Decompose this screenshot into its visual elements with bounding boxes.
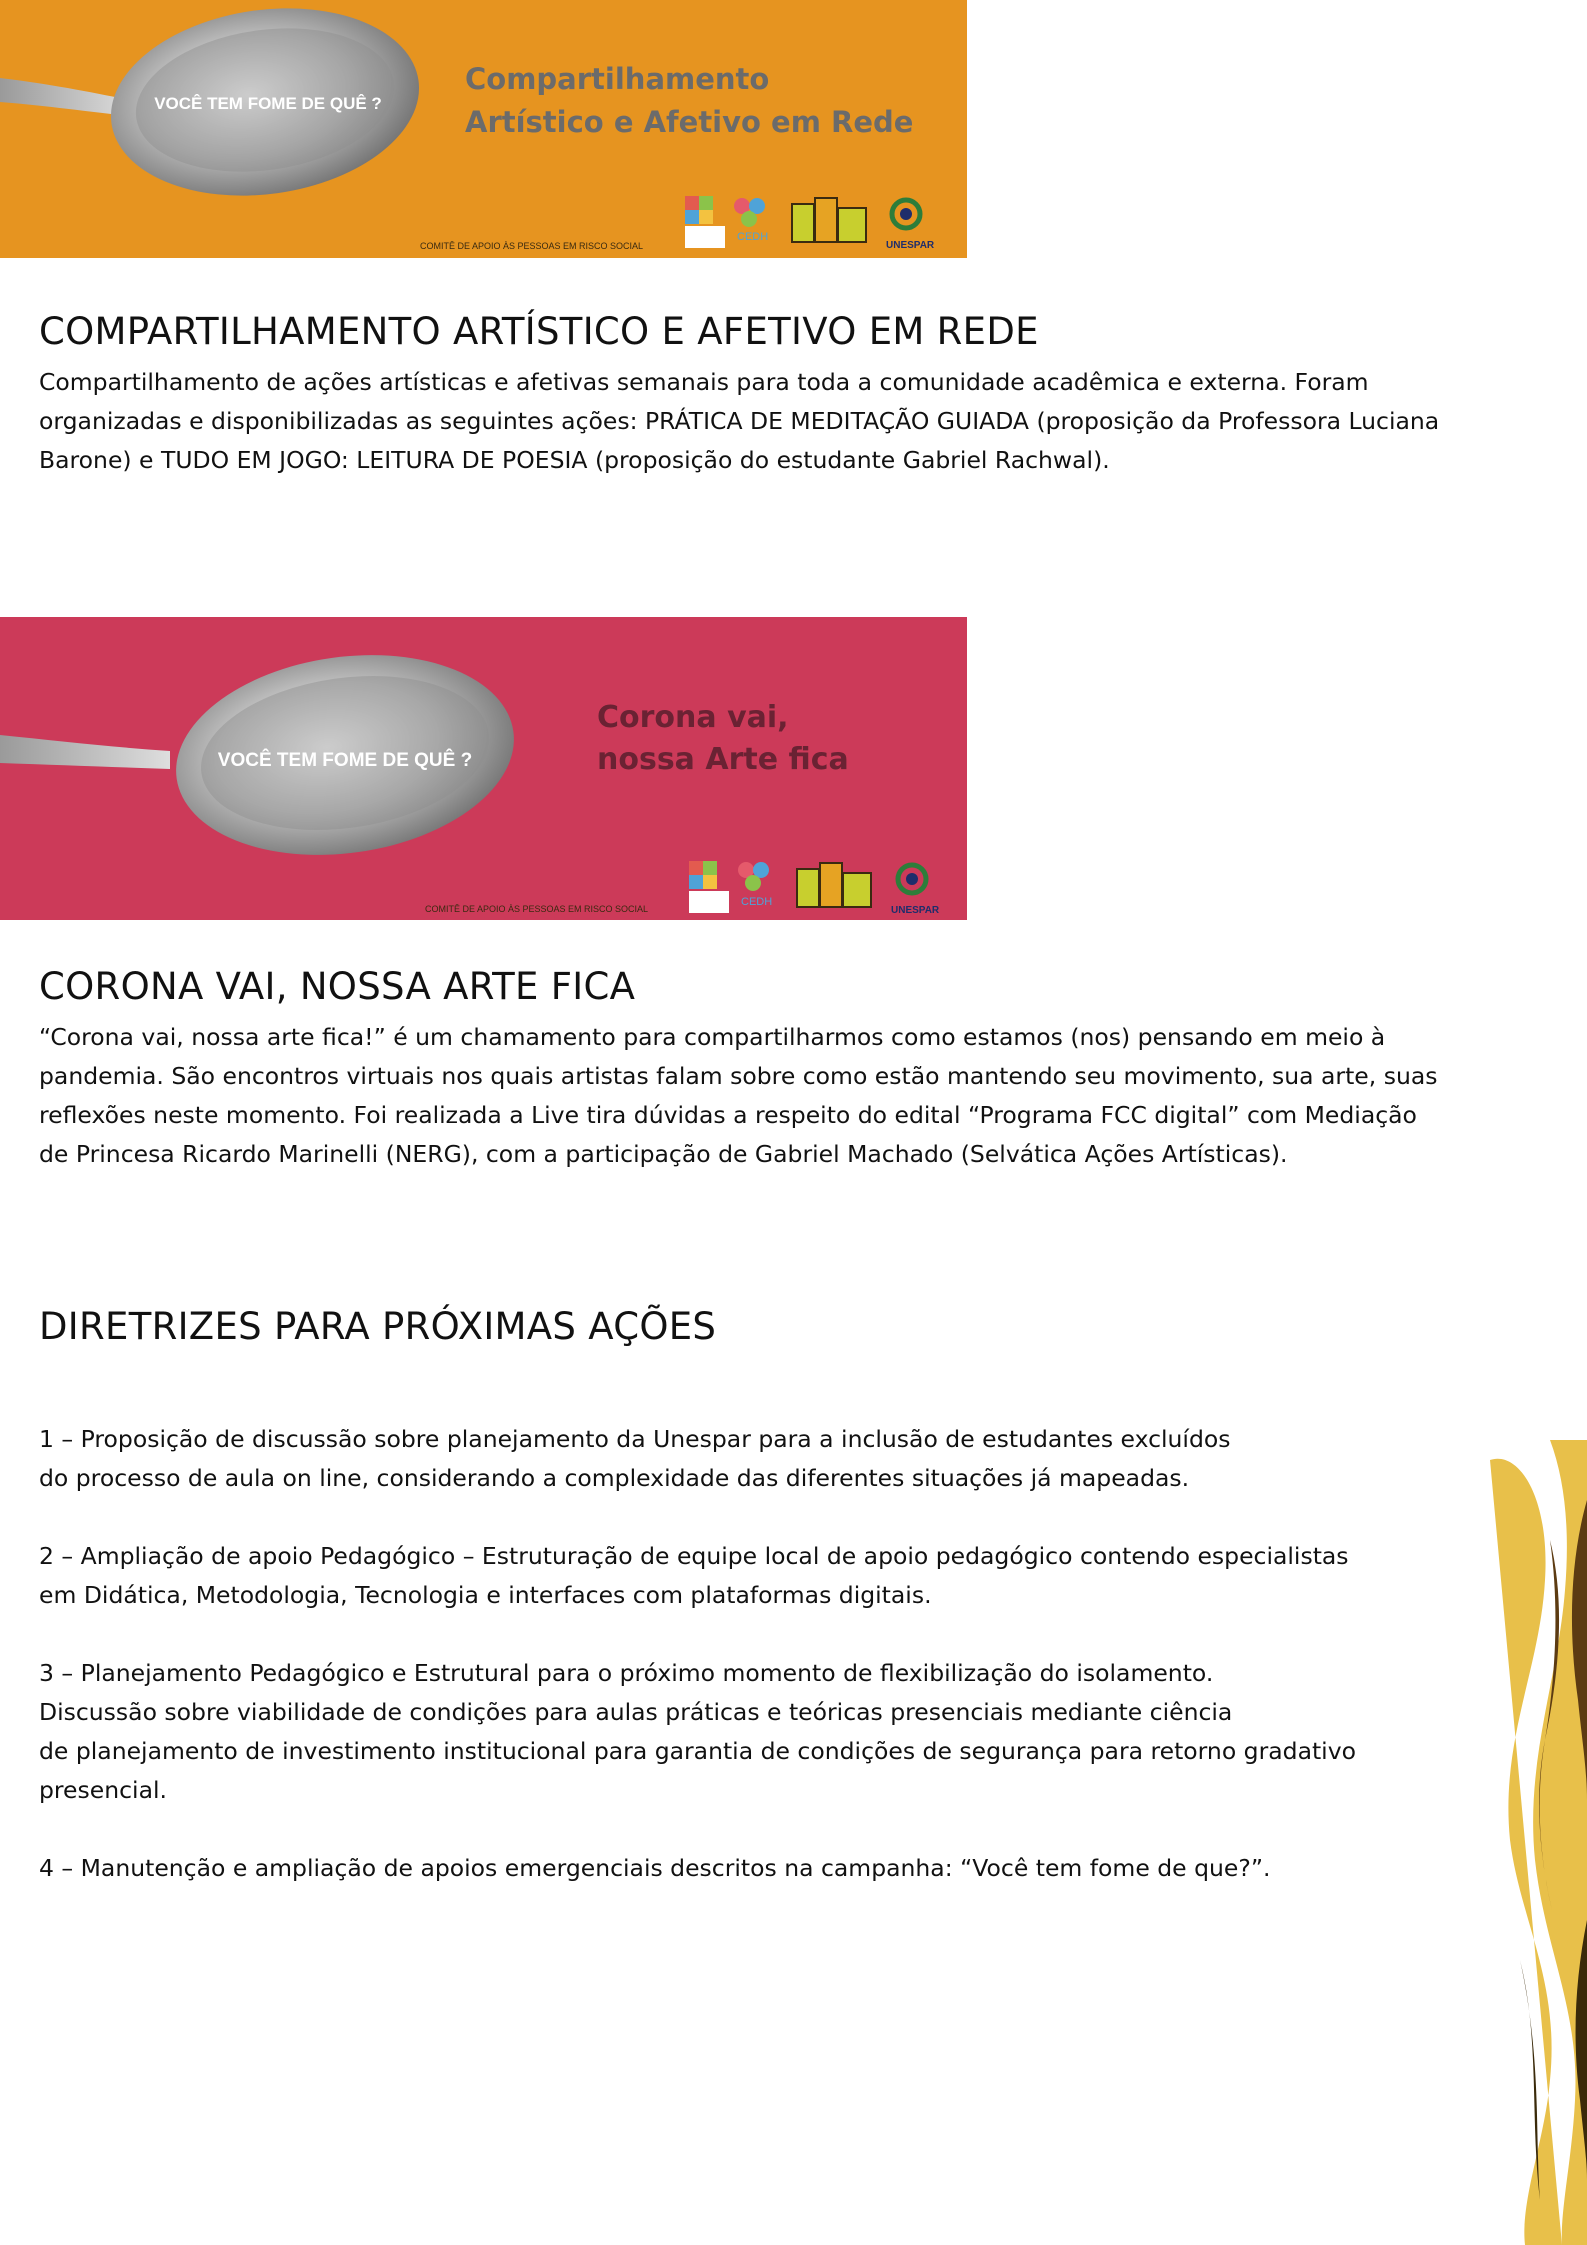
unespar-logo — [886, 200, 935, 251]
section-body-corona — [39, 1018, 1509, 1174]
directive-item-4 — [39, 1849, 1509, 1888]
svg-text:CEDH: CEDH — [737, 231, 769, 243]
svg-text:UNESPAR: UNESPAR — [886, 240, 935, 251]
svg-text:UNESPAR: UNESPAR — [891, 905, 940, 916]
directive-line: do processo de aula on line, considerando a complexidade das diferentes situações já mapeadas. — [39, 1464, 1190, 1492]
directive-line: presencial. — [39, 1776, 167, 1804]
banner-title-line2: nossa Arte fica — [597, 742, 849, 777]
partner-logos — [689, 861, 940, 916]
cedh-logo — [738, 862, 772, 908]
spoon-slogan: VOCÊ TEM FOME DE QUÊ ? — [217, 750, 473, 771]
svg-text:CEDH: CEDH — [741, 896, 773, 908]
banner-title-line2: Artístico e Afetivo em Rede — [465, 105, 914, 139]
cedh-logo — [734, 198, 768, 243]
directive-item-3 — [39, 1654, 1509, 1810]
directive-item-1 — [39, 1420, 1509, 1498]
body-line: Barone) e TUDO EM JOGO: LEITURA DE POESIA (proposição do estudante Gabriel Rachwal). — [39, 446, 1110, 474]
banner-title-line1: Corona vai, — [597, 700, 789, 735]
body-line: Compartilhamento de ações artísticas e afetivas semanais para toda a comunidade acadêmica e externa. Foram — [39, 368, 1369, 396]
banner-compartilhamento — [0, 0, 967, 258]
spoon-image — [0, 0, 431, 215]
assuntos-estudantis-logo — [689, 861, 729, 913]
unespar-logo — [891, 865, 940, 916]
section-body-compartilhamento — [39, 363, 1509, 480]
section-title-corona: CORONA VAI, NOSSA ARTE FICA — [39, 965, 636, 1008]
spoon-slogan: VOCÊ TEM FOME DE QUÊ ? — [154, 94, 382, 113]
directive-line: 4 – Manutenção e ampliação de apoios emergenciais descritos na campanha: “Você tem fome de que?”. — [39, 1854, 1271, 1882]
body-line: reflexões neste momento. Foi realizada a Live tira dúvidas a respeito do edital “Programa FCC digital” com Mediação — [39, 1101, 1417, 1129]
faculdade-artes-logo — [797, 863, 871, 907]
directive-line: 1 – Proposição de discussão sobre planejamento da Unespar para a inclusão de estudantes excluídos — [39, 1425, 1231, 1453]
body-line: “Corona vai, nossa arte fica!” é um chamamento para compartilharmos como estamos (nos) pensando em meio à — [39, 1023, 1386, 1051]
directive-line: 2 – Ampliação de apoio Pedagógico – Estruturação de equipe local de apoio pedagógico contendo especialistas — [39, 1542, 1349, 1570]
faculdade-artes-logo — [792, 198, 866, 242]
partner-logos — [685, 196, 935, 251]
section-title-diretrizes: DIRETRIZES PARA PRÓXIMAS AÇÕES — [39, 1305, 717, 1348]
spoon-image — [0, 634, 527, 875]
banner-footer-text: COMITÊ DE APOIO ÀS PESSOAS EM RISCO SOCIAL — [420, 241, 644, 251]
banner-footer-text: COMITÊ DE APOIO ÀS PESSOAS EM RISCO SOCIAL — [425, 904, 649, 914]
decorative-swirl — [1490, 1440, 1587, 2245]
directives-list — [39, 1420, 1509, 1888]
directive-item-2 — [39, 1537, 1509, 1615]
body-line: pandemia. São encontros virtuais nos quais artistas falam sobre como estão mantendo seu movimento, sua arte, suas — [39, 1062, 1438, 1090]
section-title-compartilhamento: COMPARTILHAMENTO ARTÍSTICO E AFETIVO EM REDE — [39, 310, 1039, 353]
assuntos-estudantis-logo — [685, 196, 725, 248]
body-line: organizadas e disponibilizadas as seguintes ações: PRÁTICA DE MEDITAÇÃO GUIADA (proposição da Professora Luciana — [39, 407, 1440, 435]
banner-title-line1: Compartilhamento — [465, 62, 770, 96]
body-line: de Princesa Ricardo Marinelli (NERG), com a participação de Gabriel Machado (Selvática Ações Artísticas). — [39, 1140, 1288, 1168]
directive-line: Discussão sobre viabilidade de condições para aulas práticas e teóricas presenciais mediante ciência — [39, 1698, 1233, 1726]
banner-corona-vai — [0, 617, 967, 920]
directive-line: de planejamento de investimento institucional para garantia de condições de segurança para retorno gradativo — [39, 1737, 1356, 1765]
directive-line: em Didática, Metodologia, Tecnologia e interfaces com plataformas digitais. — [39, 1581, 932, 1609]
directive-line: 3 – Planejamento Pedagógico e Estrutural para o próximo momento de flexibilização do isolamento. — [39, 1659, 1214, 1687]
